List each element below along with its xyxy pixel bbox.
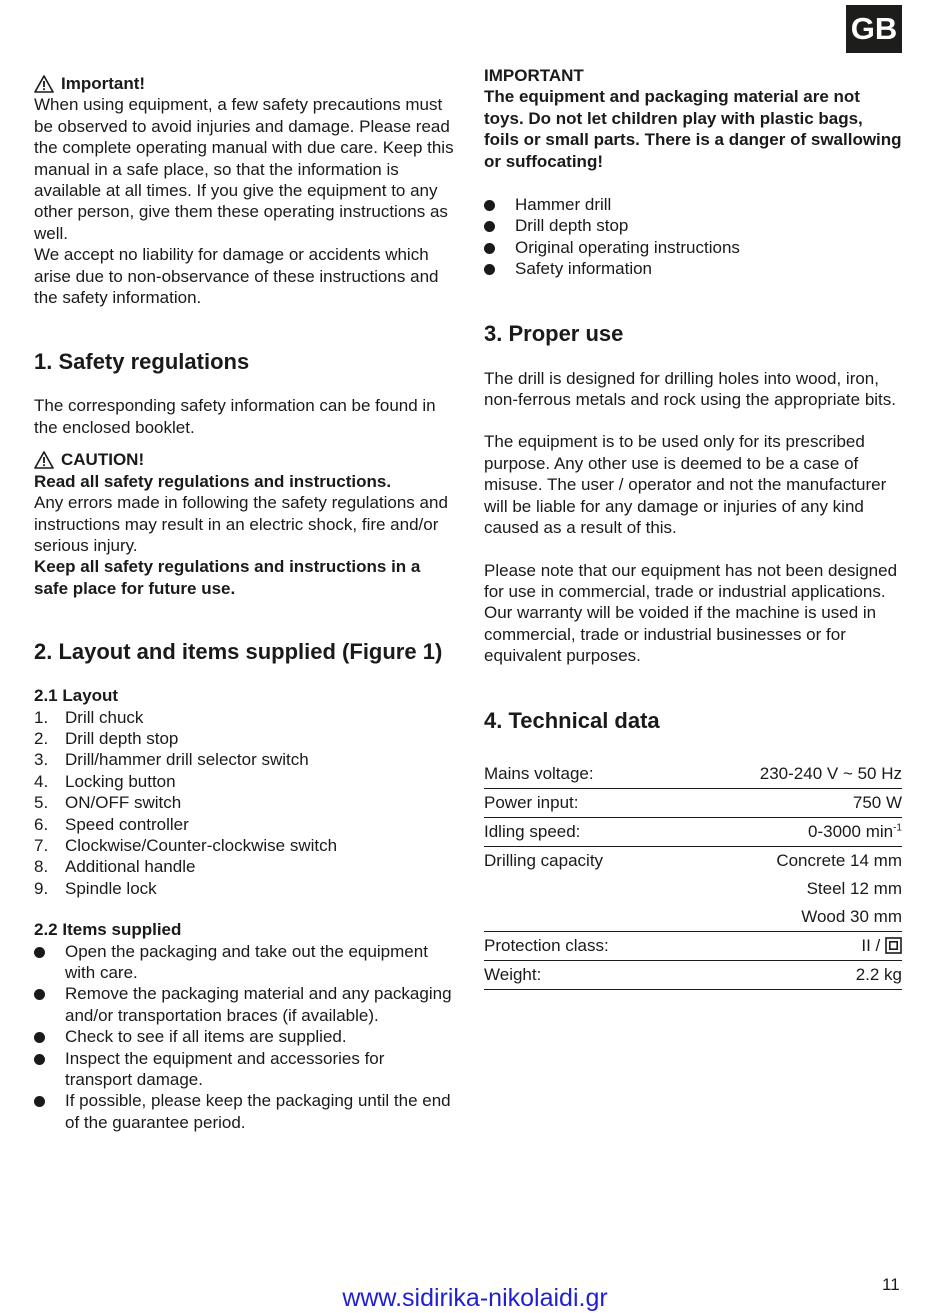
table-row bbox=[484, 760, 902, 789]
row-label: Mains voltage: bbox=[484, 760, 679, 789]
list-item: 1. Drill chuck bbox=[34, 707, 144, 727]
list-item: 3. Drill/hammer drill selector switch bbox=[34, 750, 309, 770]
list-item: 4. Locking button bbox=[34, 771, 176, 791]
row-value: II / bbox=[679, 931, 902, 960]
protection-class-ii-icon bbox=[885, 937, 902, 954]
row-value: 0-3000 $\min^{-1}$ bbox=[679, 817, 902, 846]
list-item: 9. Spindle lock bbox=[34, 878, 157, 898]
list-item: Open the packaging and take out the equipment with care. bbox=[34, 941, 454, 984]
delivery-contents-list bbox=[484, 194, 902, 280]
page-number: 11 bbox=[882, 1275, 900, 1294]
items-supplied-heading: 2.2 Items supplied bbox=[34, 920, 182, 940]
important-heading-text: Important! bbox=[61, 74, 146, 93]
list-item: 6. Speed controller bbox=[34, 814, 189, 834]
table-row bbox=[484, 788, 902, 817]
section-1-title: 1. Safety regulations bbox=[34, 349, 250, 375]
row-label bbox=[484, 875, 679, 903]
important-paragraph-1: When using equipment, a few safety precautions must be observed to avoid injuries and damage. Please read the complete operating manual with due care. Keep this manual in a safe place, so that the information is available at all times. If you give the equipment to any other person, give them these operating instructions as well. bbox=[34, 95, 454, 243]
list-item: Hammer drill bbox=[484, 194, 902, 215]
row-value: Concrete 14 mm bbox=[776, 850, 902, 870]
layout-heading: 2.1 Layout bbox=[34, 686, 119, 706]
important-caps-heading: IMPORTANT bbox=[484, 66, 584, 85]
bullet-icon bbox=[484, 237, 515, 258]
section-4-title: 4. Technical data bbox=[484, 707, 660, 733]
bullet-icon bbox=[34, 983, 65, 1026]
superscript: -1 bbox=[893, 822, 902, 834]
list-item: Safety information bbox=[484, 258, 902, 279]
list-item: 2. Drill depth stop bbox=[34, 728, 179, 748]
row-value: Steel 12 mm bbox=[806, 878, 902, 898]
list-item: 5. ON/OFF switch bbox=[34, 793, 182, 813]
list-item: Inspect the equipment and accessories for transport damage. bbox=[34, 1048, 454, 1091]
important-heading bbox=[34, 73, 454, 94]
caution-bold-text-1: Read all safety regulations and instructions. bbox=[34, 471, 392, 491]
warning-triangle-icon bbox=[34, 75, 54, 93]
proper-use-paragraph-3: Please note that our equipment has not been designed for use in commercial, trade or industrial applications. Our warranty will be voided if the machine is used in commercial, trade or industrial businesses or for equivalent purposes. bbox=[484, 560, 898, 666]
warning-triangle-icon bbox=[34, 451, 54, 469]
row-value: 230-240 V ~ 50 Hz bbox=[679, 760, 902, 789]
proper-use-paragraph-2: The equipment is to be used only for its prescribed purpose. Any other use is deemed to be a case of misuse. The user / operator and not the manufacturer will be liable for any damage or injuries of any kind caused as a result of this. bbox=[484, 432, 887, 538]
list-item: Check to see if all items are supplied. bbox=[34, 1026, 454, 1047]
row-label: Idling speed: bbox=[484, 817, 679, 846]
row-value: 2.2 kg bbox=[679, 960, 902, 989]
caution-text: Any errors made in following the safety regulations and instructions may result in an electric shock, fire and/or serious injury. bbox=[34, 493, 448, 555]
table-row bbox=[484, 903, 902, 932]
bullet-icon bbox=[484, 258, 515, 279]
caution-bold-text-2: Keep all safety regulations and instructions in a safe place for future use. bbox=[34, 557, 421, 598]
section-2-title: 2. Layout and items supplied (Figure 1) bbox=[34, 639, 443, 665]
caution-heading bbox=[34, 449, 454, 470]
important-paragraph-2: We accept no liability for damage or accidents which arise due to non-observance of these instructions and the safety information. bbox=[34, 245, 439, 308]
website-url: www.sidirika-nikolaidi.gr bbox=[342, 1284, 608, 1312]
language-badge: GB bbox=[846, 5, 902, 53]
row-value: Wood 30 mm bbox=[679, 903, 902, 932]
table-row bbox=[484, 817, 902, 846]
caution-heading-text: CAUTION! bbox=[61, 450, 145, 470]
bullet-icon bbox=[34, 941, 65, 984]
section-3-title: 3. Proper use bbox=[484, 320, 624, 346]
important-caps-text: The equipment and packaging material are not toys. Do not let children play with plastic bags, foils or small parts. There is a danger of swallowing or suffocating! bbox=[484, 87, 902, 171]
row-label: Power input: bbox=[484, 788, 679, 817]
section-1-paragraph: The corresponding safety information can be found in the enclosed booklet. bbox=[34, 396, 436, 437]
row-label bbox=[484, 903, 679, 932]
list-item: 7. Clockwise/Counter-clockwise switch bbox=[34, 835, 338, 855]
bullet-icon bbox=[34, 1090, 65, 1133]
proper-use-paragraph-1: The drill is designed for drilling holes into wood, iron, non-ferrous metals and rock using the appropriate bits. bbox=[484, 368, 897, 410]
left-column bbox=[34, 73, 454, 1133]
items-supplied-list bbox=[34, 941, 454, 1134]
bullet-icon bbox=[484, 215, 515, 236]
list-item: Remove the packaging material and any packaging and/or transportation braces (if available). bbox=[34, 983, 454, 1026]
row-value: 750 W bbox=[679, 788, 902, 817]
row-label: Protection class: bbox=[484, 931, 679, 960]
bullet-icon bbox=[34, 1048, 65, 1091]
list-item: If possible, please keep the packaging until the end of the guarantee period. bbox=[34, 1090, 454, 1133]
right-column bbox=[484, 65, 902, 990]
table-row bbox=[484, 875, 902, 903]
bullet-icon bbox=[34, 1026, 65, 1047]
list-item: Original operating instructions bbox=[484, 237, 902, 258]
row-label: Weight: bbox=[484, 960, 679, 989]
list-item: 8. Additional handle bbox=[34, 857, 196, 877]
table-row bbox=[484, 931, 902, 960]
list-item: Drill depth stop bbox=[484, 215, 902, 236]
table-row bbox=[484, 846, 902, 875]
table-row bbox=[484, 960, 902, 989]
layout-list bbox=[34, 707, 454, 900]
technical-data-table bbox=[484, 760, 902, 990]
bullet-icon bbox=[484, 194, 515, 215]
row-label: Drilling capacity bbox=[484, 850, 604, 870]
